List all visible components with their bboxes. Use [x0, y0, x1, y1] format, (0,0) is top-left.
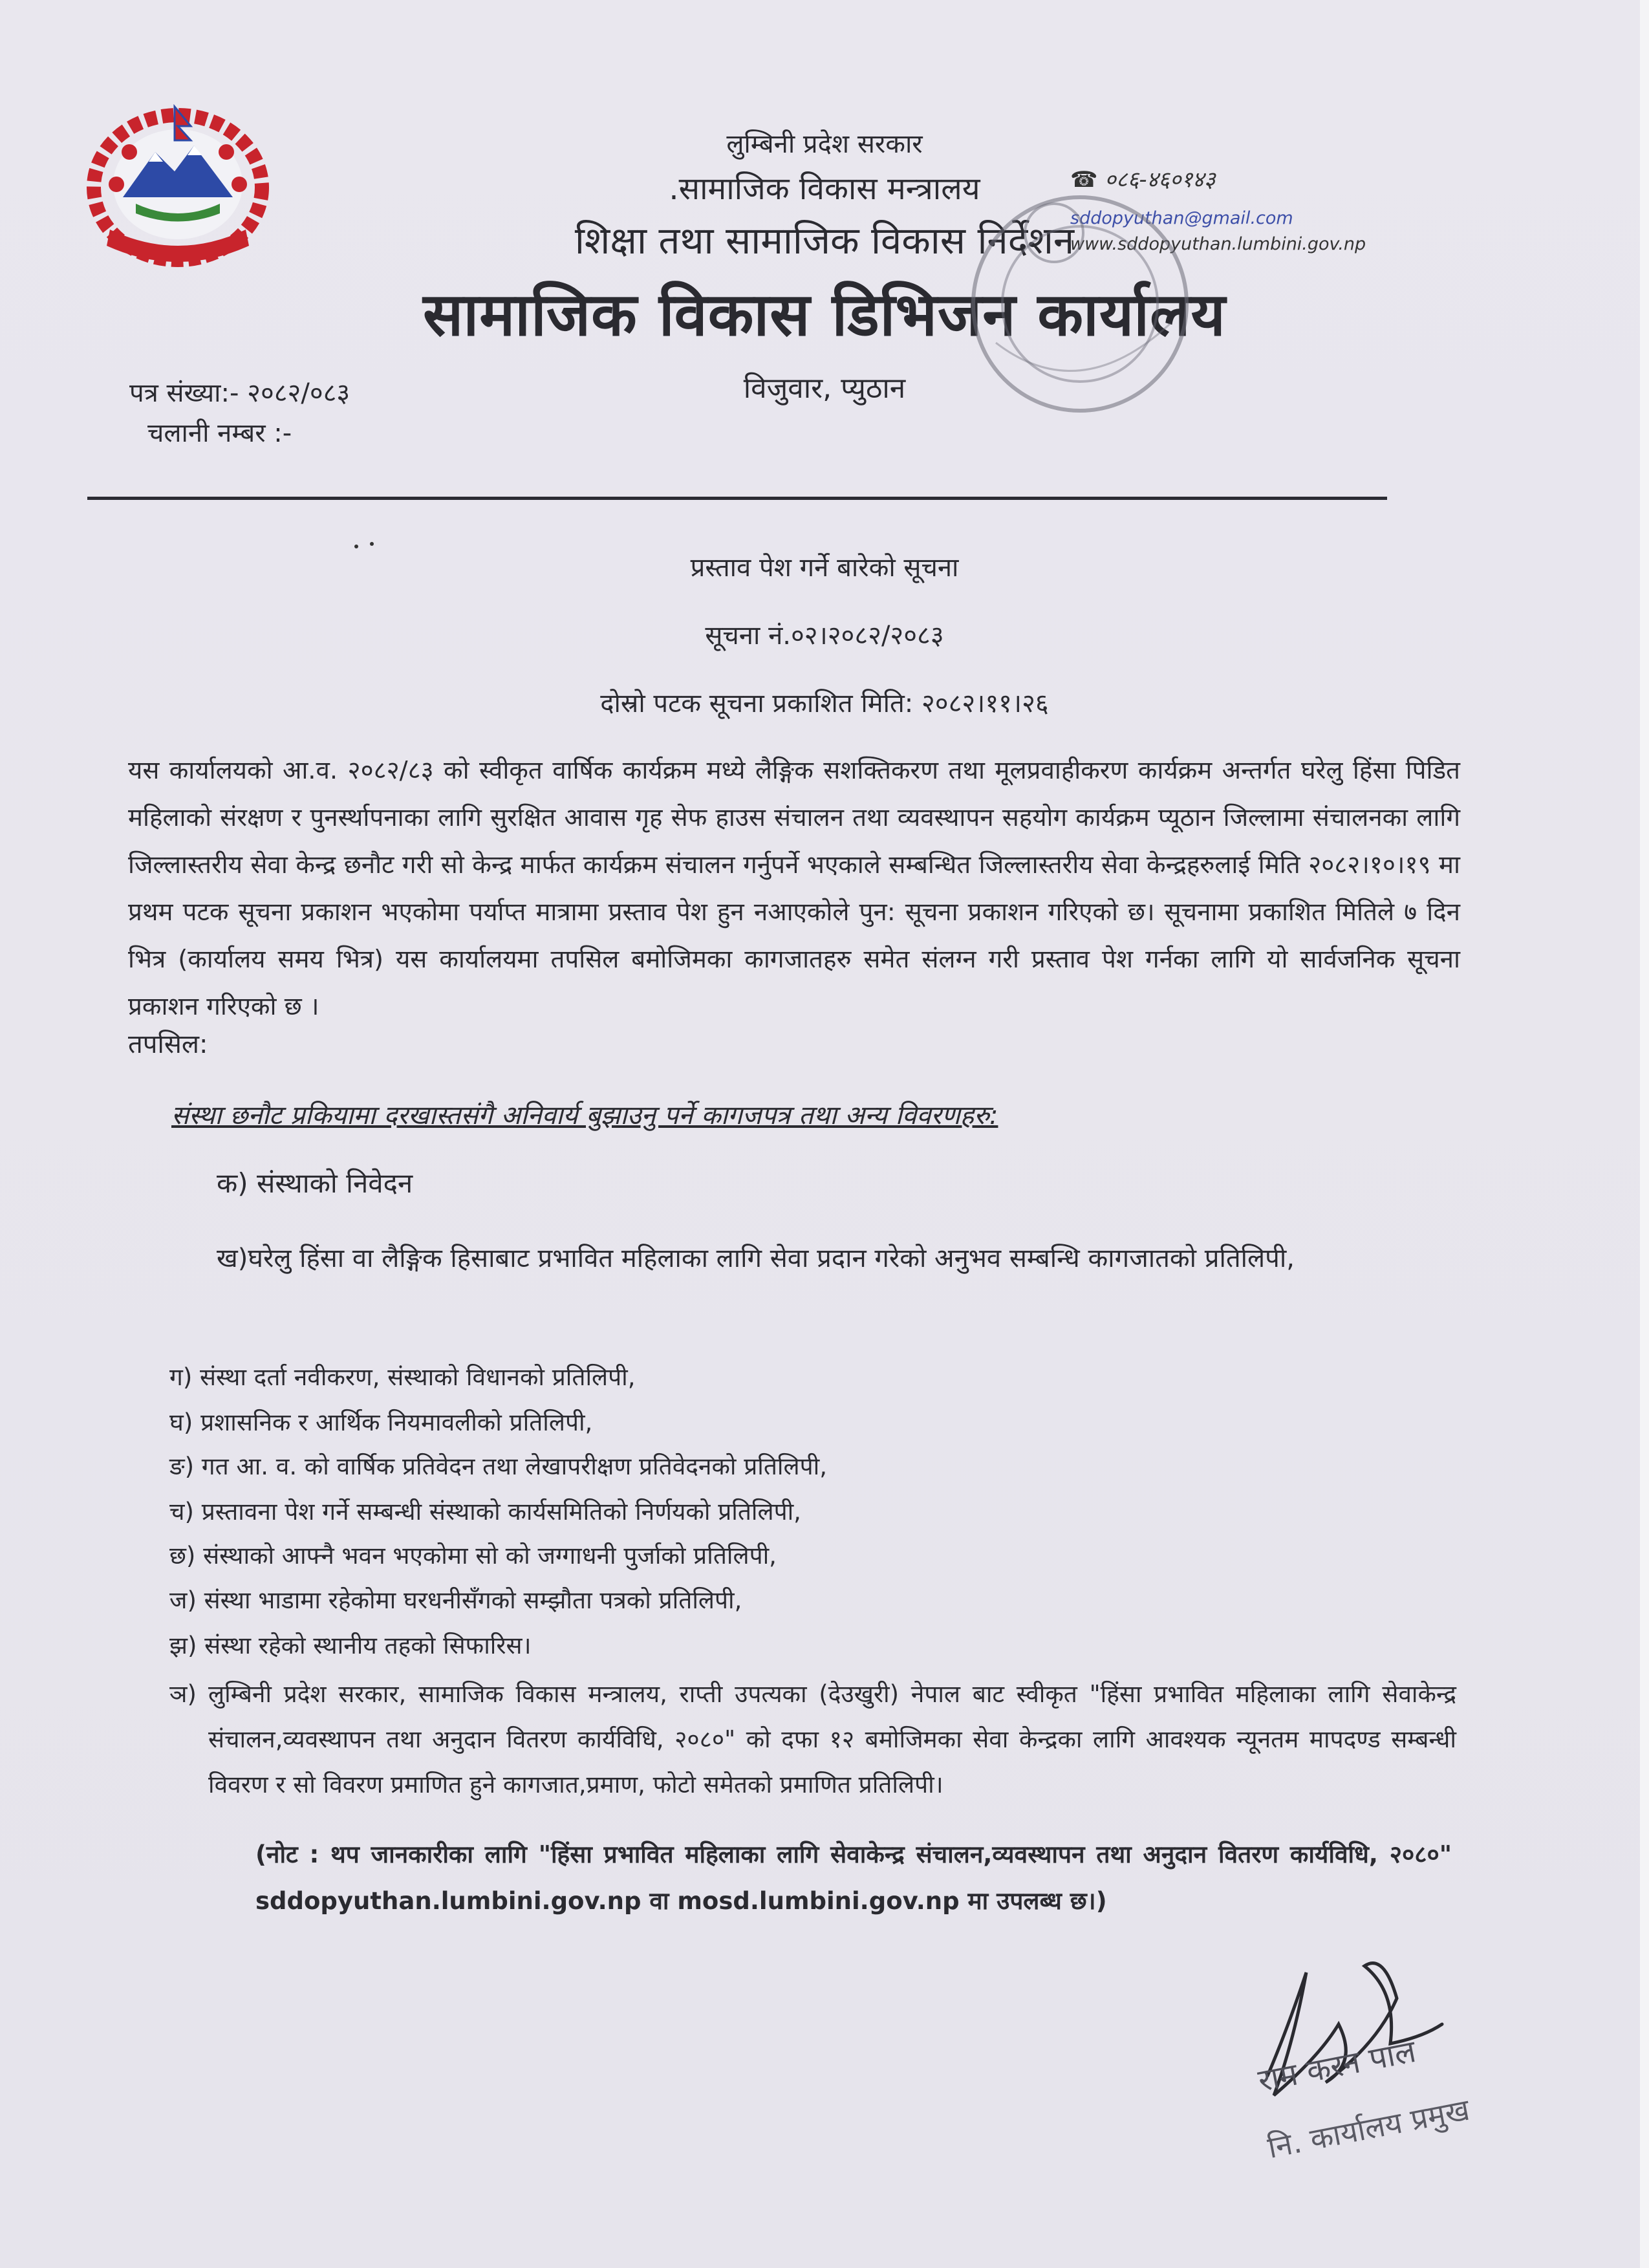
list-item: झ) संस्था रहेको स्थानीय तहको सिफारिस। [169, 1632, 532, 1659]
dispatch-number: चलानी नम्बर :- [147, 418, 292, 448]
office-stamp-icon [957, 175, 1203, 459]
phone-number: ☎ ०८६-४६०१४३ [1070, 167, 1216, 193]
list-item-label: ञ) [169, 1680, 197, 1708]
list-item: ख)घरेलु हिंसा वा लैङ्गिक हिसाबाट प्रभावित महिलाका लागि सेवा प्रदान गरेको अनुभव सम्बन्धि कागजातको प्रतिलिपी, [217, 1244, 1295, 1273]
list-item: क) संस्थाको निवेदन [217, 1167, 413, 1199]
header-divider [87, 497, 1387, 500]
website-link[interactable]: www.sddopyuthan.lumbini.gov.np [1070, 234, 1366, 254]
required-documents-heading: संस्था छनौट प्रकियामा दरखास्तसंगै अनिवार्य बुझाउनु पर्ने कागजपत्र तथा अन्य विवरणहरु: [171, 1101, 998, 1130]
list-item: छ) संस्थाको आफ्नै भवन भएकोमा सो को जग्गाधनी पुर्जाको प्रतिलिपी, [169, 1542, 777, 1570]
list-item: ङ) गत आ. व. को वार्षिक प्रतिवेदन तथा लेखापरीक्षण प्रतिवेदनको प्रतिलिपी, [169, 1453, 827, 1480]
signer-name: राम करन पाल [1255, 2033, 1419, 2099]
notice-title: प्रस्ताव पेश गर्ने बारेको सूचना [690, 553, 959, 583]
directorate-name: शिक्षा तथा सामाजिक विकास निर्देशन [574, 219, 1075, 263]
list-item-text: लुम्बिनी प्रदेश सरकार, सामाजिक विकास मन्त्रालय, राप्ती उपत्यका (देउखुरी) नेपाल बाट स्वीकृत "हिंसा प्रभावित महिलाका लागि सेवाकेन्द्र संचालन,व्यवस्थापन तथा अनुदान वितरण कार्यविधि, २०८०" को दफा १२ बमोजिमका सेवा केन्द्रका लागि आवश्यक न्यूनतम मापदण्ड सम्बन्धी विवरण र सो विवरण प्रमाणित हुने कागजात,प्रमाण, फोटो समेतको प्रमाणित प्रतिलिपी। [208, 1680, 1456, 1798]
government-name: लुम्बिनी प्रदेश सरकार [726, 129, 923, 159]
list-item: च) प्रस्तावना पेश गर्ने सम्बन्धी संस्थाको कार्यसमितिको निर्णयको प्रतिलिपी, [169, 1498, 801, 1526]
details-label: तपसिल: [128, 1030, 208, 1059]
list-item: घ) प्रशासनिक र आर्थिक नियमावलीको प्रतिलिपी, [169, 1409, 593, 1436]
notice-number: सूचना नं.०२।२०८२/२०८३ [705, 621, 944, 651]
notice-published-date: दोस्रो पटक सूचना प्रकाशित मिति: २०८२।११।२६ [600, 689, 1049, 718]
ministry-name: .सामाजिक विकास मन्त्रालय [669, 171, 980, 207]
list-item: ज) संस्था भाडामा रहेकोमा घरधनीसँगको सम्झौता पत्रको प्रतिलिपी, [169, 1586, 742, 1614]
letter-number: पत्र संख्या:- २०८२/०८३ [129, 378, 350, 408]
notice-note: (नोट : थप जानकारीका लागि "हिंसा प्रभावित महिलाका लागि सेवाकेन्द्र संचालन,व्यवस्थापन तथा अनुदान वितरण कार्यविधि, २०८०" sddopyuthan.lumbini.gov.np वा mosd.lumbini.gov.np मा उपलब्ध छ।) [255, 1841, 1452, 1915]
office-location: विजुवार, प्युठान [743, 372, 906, 405]
office-name: सामाजिक विकास डिभिजन कार्यालय [423, 280, 1226, 349]
notice-body: यस कार्यालयको आ.व. २०८२/८३ को स्वीकृत वार्षिक कार्यक्रम मध्ये लैङ्गिक सशक्तिकरण तथा मूलप्रवाहीकरण कार्यक्रम अन्तर्गत घरेलु हिंसा पिडित महिलाको संरक्षण र पुनर्स्थापनाका लागि सुरक्षित आवास गृह सेफ हाउस संचालन तथा व्यवस्थापन सहयोग कार्यक्रम प्यूठान जिल्लामा संचालनका लागि जिल्लास्तरीय सेवा केन्द्र छनौट गरी सो केन्द्र मार्फत कार्यक्रम संचालन गर्नुपर्ने भएकाले सम्बन्धित जिल्लास्तरीय सेवा केन्द्रहरुलाई मिति २०८२।१०।१९ मा प्रथम पटक सूचना प्रकाशन भएकोमा पर्याप्त मात्रामा प्रस्ताव पेश हुन नआएकोले पुन: सूचना प्रकाशन गरिएको छ। सूचनामा प्रकाशित मितिले ७ दिन भित्र (कार्यालय समय भित्र) यस कार्यालयमा तपसिल बमोजिमका कागजातहरु समेत संलग्न गरी प्रस्ताव पेश गर्नका लागि यो सार्वजनिक सूचना प्रकाशन गरिएको छ । [128, 756, 1460, 1021]
list-item: ग) संस्था दर्ता नवीकरण, संस्थाको विधानको प्रतिलिपी, [169, 1363, 636, 1391]
signer-title: नि. कार्यालय प्रमुख [1264, 2091, 1472, 2165]
list-item [169, 1672, 1456, 1808]
email-address[interactable]: sddopyuthan@gmail.com [1070, 208, 1293, 228]
